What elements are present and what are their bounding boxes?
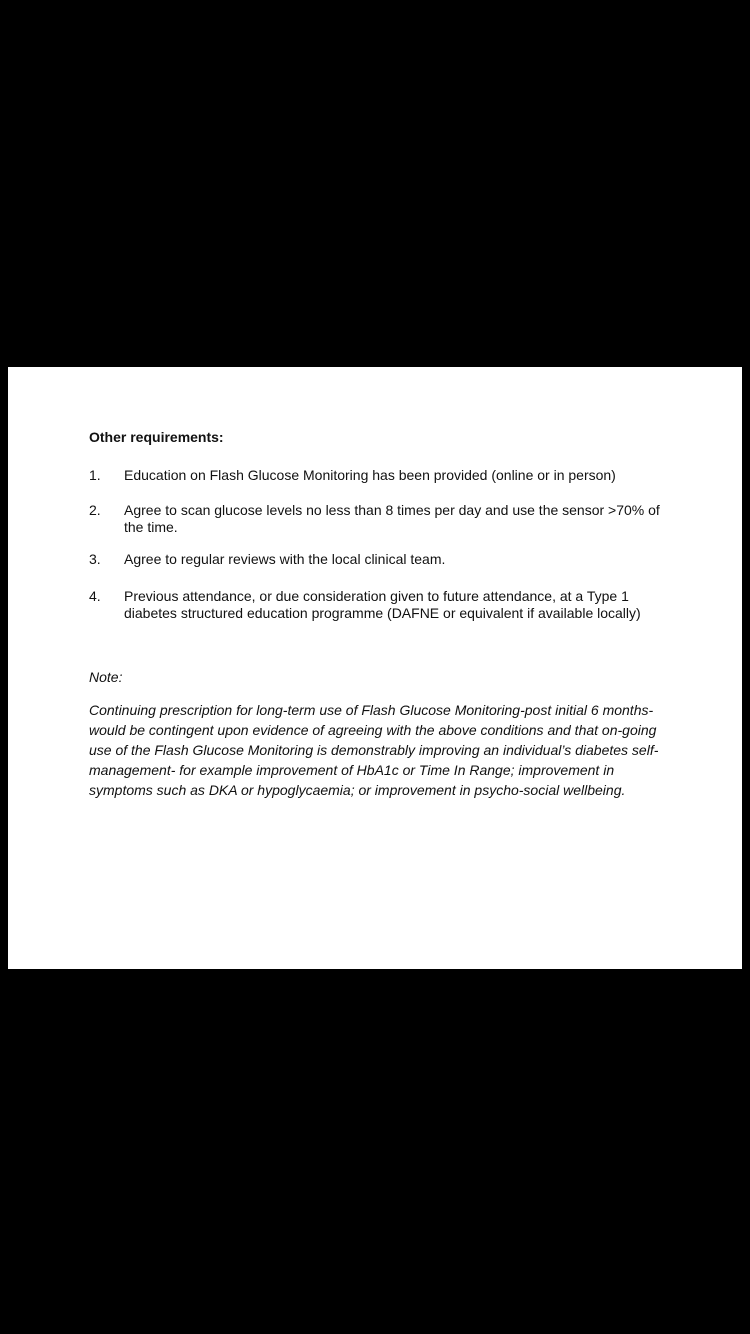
requirements-list	[89, 467, 679, 640]
list-item-number: 4.	[89, 588, 101, 604]
document-page	[8, 367, 742, 969]
note-text: Continuing prescription for long-term use of Flash Glucose Monitoring-post initial 6 months- would be contingent upon evidence of agreeing with the above conditions and that on-going use of the Flash Glucose Monitoring is demonstrably improving an individual’s diabetes self-management- for example improvement of HbA1c or Time In Range; improvement in symptoms such as DKA or hypoglycaemia; or improvement in psycho-social wellbeing.	[89, 702, 659, 798]
section-heading: Other requirements:	[89, 429, 224, 445]
list-item-number: 3.	[89, 551, 101, 567]
list-item-text: Agree to scan glucose levels no less than 8 times per day and use the sensor >70% of the time.	[124, 502, 660, 535]
note-label: Note:	[89, 669, 123, 685]
list-item	[89, 502, 679, 536]
list-item	[89, 588, 679, 622]
list-item-number: 2.	[89, 502, 101, 518]
list-item-text: Education on Flash Glucose Monitoring has been provided (online or in person)	[124, 467, 616, 483]
list-item	[89, 551, 679, 568]
list-item-text: Previous attendance, or due consideration given to future attendance, at a Type 1 diabetes structured education programme (DAFNE or equivalent if available locally)	[124, 588, 641, 621]
list-item-text: Agree to regular reviews with the local clinical team.	[124, 551, 446, 567]
list-item-number: 1.	[89, 467, 101, 483]
list-item	[89, 467, 679, 484]
